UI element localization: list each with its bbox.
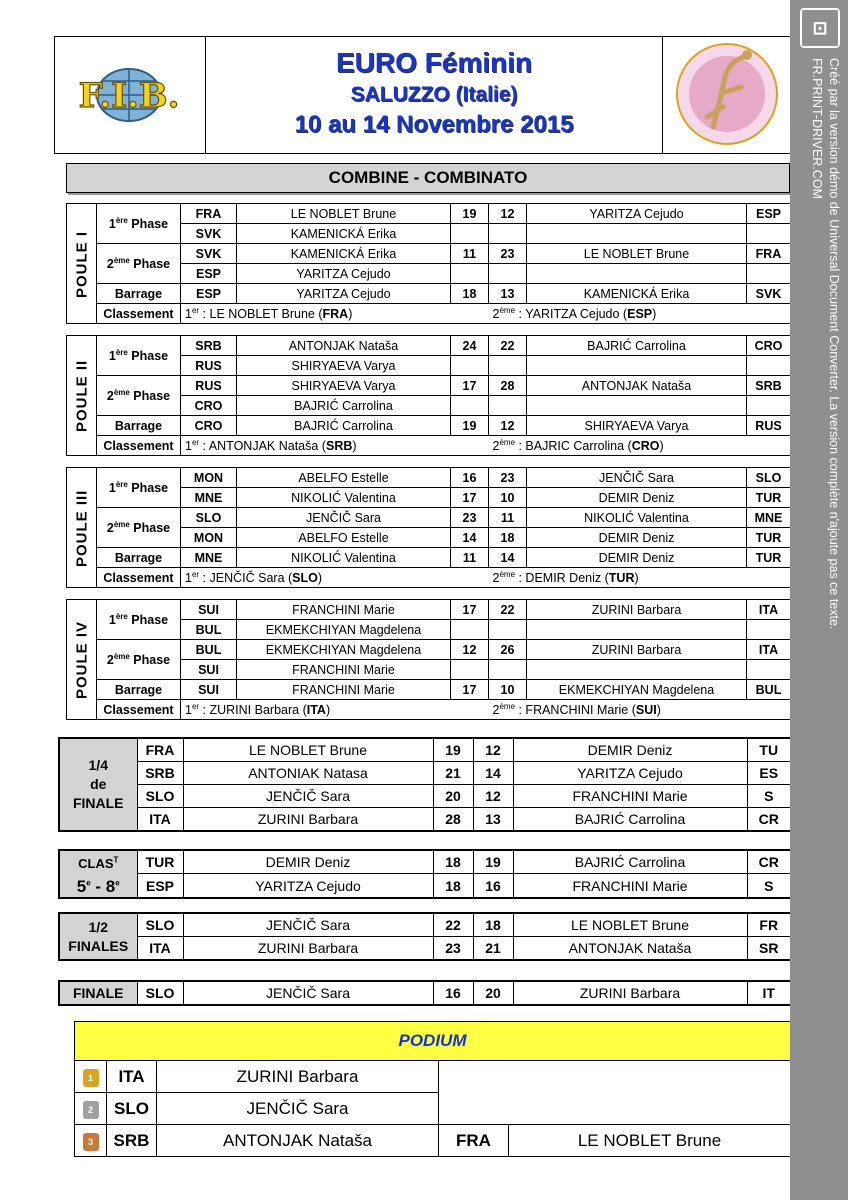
country-code-b [747,356,791,376]
player-name-b: FRANCHINI Marie [513,785,747,808]
country-code-b: S [747,874,791,898]
score-b: 26 [489,640,527,660]
player-name-a: NIKOLIĆ Valentina [237,548,451,568]
player-name-a: SHIRYAEVA Varya [237,356,451,376]
poule-table [66,335,791,456]
score-a: 17 [451,376,489,396]
classement-second: 2ème : BAJRIC Carrolina (CRO) [489,436,791,456]
score-a [451,356,489,376]
podium-name: ZURINI Barbara [157,1061,439,1093]
country-code-a: MON [181,528,237,548]
country-code-a: SLO [137,981,183,1005]
poule-row [67,468,791,488]
country-code-b: ESP [747,204,791,224]
country-code-b: CR [747,850,791,874]
score-a: 11 [451,548,489,568]
player-name-a: FRANCHINI Marie [237,680,451,700]
country-code-a: ESP [137,874,183,898]
player-name-b: BAJRIĆ Carrolina [513,850,747,874]
country-code-a: CRO [181,396,237,416]
phase-label: 1ère Phase [97,600,181,640]
country-code-a: ESP [181,284,237,304]
classement-second: 2ème : DEMIR Deniz (TUR) [489,568,791,588]
player-name-b: ZURINI Barbara [527,640,747,660]
podium-code: SLO [107,1093,157,1125]
player-name-a: JENČIČ Sara [183,785,433,808]
phase-label: Barrage [97,680,181,700]
classement-label: Classement [97,700,181,720]
player-name-a: DEMIR Deniz [183,850,433,874]
classement-second: 2ème : FRANCHINI Marie (SUI) [489,700,791,720]
score-a [451,396,489,416]
final-table [58,980,792,1006]
podium-name: LE NOBLET Brune [509,1125,791,1157]
score-b: 21 [473,937,513,961]
country-code-b: BUL [747,680,791,700]
player-name-b: KAMENICKÁ Erika [527,284,747,304]
country-code-a: FRA [181,204,237,224]
classement-row [67,700,791,720]
player-name-b: NIKOLIĆ Valentina [527,508,747,528]
player-name-a: KAMENICKÁ Erika [237,244,451,264]
score-a: 11 [451,244,489,264]
player-name-a: ABELFO Estelle [237,468,451,488]
poule-label: POULE I [67,204,97,324]
converter-logo-icon: ⊡ [800,8,840,48]
score-a: 17 [451,680,489,700]
country-code-a: SRB [181,336,237,356]
semi-final-table [58,912,792,961]
final-label: FINALE [59,981,137,1005]
poule-table [66,599,791,720]
player-name-a: LE NOBLET Brune [183,738,433,762]
podium-code: ITA [107,1061,157,1093]
score-b [489,620,527,640]
classement-label: Classement [97,304,181,324]
score-a: 21 [433,762,473,785]
score-b: 11 [489,508,527,528]
score-a: 14 [451,528,489,548]
player-name-a: ANTONJAK Nataša [237,336,451,356]
country-code-b: CR [747,808,791,832]
match-row [59,981,791,1005]
phase-label: 2ème Phase [97,640,181,680]
score-a: 12 [451,640,489,660]
score-b: 12 [473,738,513,762]
classement-row [67,436,791,456]
score-a [451,620,489,640]
player-name-b: ANTONJAK Nataša [513,937,747,961]
podium-name: JENČIČ Sara [157,1093,439,1125]
score-a: 20 [433,785,473,808]
player-name-b: EKMEKCHIYAN Magdelena [527,680,747,700]
country-code-b: SLO [747,468,791,488]
match-row [59,913,791,937]
player-name-b: DEMIR Deniz [527,488,747,508]
bronze-medal-icon: 3 [83,1133,99,1151]
match-row [59,785,791,808]
score-b: 12 [489,204,527,224]
poule-row [67,680,791,700]
player-name-b: FRANCHINI Marie [513,874,747,898]
match-row [59,808,791,832]
classement-first: 1er : ANTONJAK Nataša (SRB) [181,436,489,456]
player-name-a: YARITZA Cejudo [183,874,433,898]
score-b: 10 [489,680,527,700]
player-name-a: BAJRIĆ Carrolina [237,416,451,436]
classement-row [67,568,791,588]
country-code-a: RUS [181,376,237,396]
podium-title: PODIUM [75,1022,791,1061]
country-code-a: BUL [181,640,237,660]
poule-row [67,204,791,224]
score-a: 16 [433,981,473,1005]
phase-label: 1ère Phase [97,204,181,244]
podium-row [75,1061,791,1093]
poule-table [66,467,791,588]
score-b [489,264,527,284]
podium-row [75,1125,791,1157]
country-code-a: MON [181,468,237,488]
score-b: 22 [489,600,527,620]
player-name-b: ZURINI Barbara [513,981,747,1005]
score-b: 20 [473,981,513,1005]
score-a: 18 [433,874,473,898]
match-row [59,762,791,785]
score-a: 17 [451,488,489,508]
header-box [54,36,794,154]
score-a: 19 [451,204,489,224]
event-logo-icon [663,37,791,151]
phase-label: 2ème Phase [97,508,181,548]
country-code-a: TUR [137,850,183,874]
phase-label: Barrage [97,284,181,304]
classement-first: 1er : ZURINI Barbara (ITA) [181,700,489,720]
poule-row [67,336,791,356]
country-code-a: SUI [181,600,237,620]
classement-label: Classement [97,436,181,456]
classement-5-8-table [58,849,792,899]
gold-medal-icon: 1 [83,1069,99,1087]
country-code-a: RUS [181,356,237,376]
player-name-b [527,356,747,376]
quarter-final-label: 1/4 de FINALE [59,738,137,831]
poule-row [67,376,791,396]
player-name-b: LE NOBLET Brune [513,913,747,937]
phase-label: 1ère Phase [97,336,181,376]
player-name-a: FRANCHINI Marie [237,600,451,620]
phase-label: 1ère Phase [97,468,181,508]
fib-logo-icon [63,65,199,125]
phase-label: 2ème Phase [97,244,181,284]
country-code-b: TUR [747,488,791,508]
country-code-a: MNE [181,548,237,568]
player-name-b [527,264,747,284]
country-code-a: SLO [137,913,183,937]
country-code-a: SVK [181,244,237,264]
player-name-a: NIKOLIĆ Valentina [237,488,451,508]
match-row [59,850,791,874]
country-code-b: ES [747,762,791,785]
player-name-b: YARITZA Cejudo [513,762,747,785]
country-code-b: ITA [747,600,791,620]
header-title-block [205,37,663,153]
poule-row [67,244,791,264]
score-b: 18 [489,528,527,548]
player-name-b: BAJRIĆ Carrolina [513,808,747,832]
country-code-a: SUI [181,660,237,680]
country-code-b: IT [747,981,791,1005]
semi-final-label: 1/2 FINALES [59,913,137,960]
score-b: 22 [489,336,527,356]
country-code-b: FR [747,913,791,937]
score-b: 12 [489,416,527,436]
country-code-b: SR [747,937,791,961]
player-name-a: ABELFO Estelle [237,528,451,548]
score-b [489,660,527,680]
player-name-b: DEMIR Deniz [527,528,747,548]
country-code-a: ESP [181,264,237,284]
country-code-b [747,620,791,640]
phase-label: Barrage [97,416,181,436]
country-code-b: SVK [747,284,791,304]
classement-label: Classement [97,568,181,588]
player-name-a: JENČIČ Sara [183,981,433,1005]
phase-label: 2ème Phase [97,376,181,416]
country-code-a: ITA [137,808,183,832]
player-name-b: JENČIČ Sara [527,468,747,488]
score-b: 18 [473,913,513,937]
score-a: 23 [433,937,473,961]
country-code-b [747,264,791,284]
country-code-b: TU [747,738,791,762]
player-name-a: FRANCHINI Marie [237,660,451,680]
country-code-b: TUR [747,548,791,568]
player-name-b: DEMIR Deniz [513,738,747,762]
poule-row [67,284,791,304]
country-code-a: SUI [181,680,237,700]
score-b: 13 [473,808,513,832]
score-b: 23 [489,468,527,488]
score-a: 19 [451,416,489,436]
player-name-b: YARITZA Cejudo [527,204,747,224]
section-title: COMBINE - COMBINATO [66,163,790,193]
country-code-b: RUS [747,416,791,436]
score-b: 16 [473,874,513,898]
watermark-text [808,58,842,629]
podium-code: SRB [107,1125,157,1157]
fib-logo-cell [55,37,206,153]
country-code-b: CRO [747,336,791,356]
country-code-a: SRB [137,762,183,785]
country-code-b [747,224,791,244]
score-a [451,660,489,680]
poule-row [67,640,791,660]
player-name-a: JENČIČ Sara [183,913,433,937]
score-b: 28 [489,376,527,396]
score-b: 23 [489,244,527,264]
country-code-a: FRA [137,738,183,762]
player-name-a: ANTONIAK Natasa [183,762,433,785]
player-name-a: KAMENICKÁ Erika [237,224,451,244]
score-a: 24 [451,336,489,356]
match-row [59,738,791,762]
player-name-b: ZURINI Barbara [527,600,747,620]
score-a: 23 [451,508,489,528]
country-code-a: SLO [181,508,237,528]
score-b: 13 [489,284,527,304]
score-b [489,224,527,244]
score-a [451,264,489,284]
player-name-a: LE NOBLET Brune [237,204,451,224]
score-b [489,356,527,376]
poule-row [67,508,791,528]
player-name-b: ANTONJAK Nataša [527,376,747,396]
country-code-b: MNE [747,508,791,528]
classement-row [67,304,791,324]
score-a: 22 [433,913,473,937]
phase-label: Barrage [97,548,181,568]
country-code-b: S [747,785,791,808]
watermark-line-2: FR.PRINT-DRIVER.COM [810,58,824,199]
classement-5-8-label: $CLAS^T$ 5e - 8e [59,850,137,898]
classement-second: 2ème : YARITZA Cejudo (ESP) [489,304,791,324]
country-code-a: MNE [181,488,237,508]
silver-medal-icon: 2 [83,1101,99,1119]
score-a: 16 [451,468,489,488]
score-a: 28 [433,808,473,832]
match-row [59,937,791,961]
player-name-a: EKMEKCHIYAN Magdelena [237,620,451,640]
classement-first: 1er : JENČIČ Sara (SLO) [181,568,489,588]
score-a: 17 [451,600,489,620]
score-b: 19 [473,850,513,874]
player-name-b: LE NOBLET Brune [527,244,747,264]
player-name-a: YARITZA Cejudo [237,264,451,284]
country-code-a: SVK [181,224,237,244]
country-code-b [747,660,791,680]
score-a: 18 [451,284,489,304]
podium-table [74,1021,791,1157]
country-code-a: ITA [137,937,183,961]
score-a [451,224,489,244]
poule-row [67,416,791,436]
event-location: SALUZZO (Italie) [350,83,518,106]
country-code-b: TUR [747,528,791,548]
score-b: 12 [473,785,513,808]
score-b: 14 [473,762,513,785]
score-b [489,396,527,416]
player-name-a: YARITZA Cejudo [237,284,451,304]
poule-label: POULE II [67,336,97,456]
country-code-a: SLO [137,785,183,808]
match-row [59,874,791,898]
poule-label: POULE III [67,468,97,588]
poule-row [67,548,791,568]
score-b: 14 [489,548,527,568]
player-name-a: ZURINI Barbara [183,808,433,832]
player-name-b [527,660,747,680]
country-code-b: FRA [747,244,791,264]
country-code-b: SRB [747,376,791,396]
score-b: 10 [489,488,527,508]
event-logo-cell [662,37,793,153]
player-name-b: SHIRYAEVA Varya [527,416,747,436]
event-dates: 10 au 14 Novembre 2015 [294,111,574,138]
player-name-a: BAJRIĆ Carrolina [237,396,451,416]
podium-code: FRA [439,1125,509,1157]
player-name-a: SHIRYAEVA Varya [237,376,451,396]
player-name-b: BAJRIĆ Carrolina [527,336,747,356]
event-title: EURO Féminin [335,47,532,78]
poule-row [67,600,791,620]
player-name-b [527,224,747,244]
player-name-a: EKMEKCHIYAN Magdelena [237,640,451,660]
player-name-b [527,396,747,416]
watermark-line-1: Créé par la version démo de Universal Document Converter. La version complète n'ajoute pas ce texte. [827,58,841,630]
poule-table [66,203,791,324]
country-code-a: CRO [181,416,237,436]
svg-text:F.I.B.: F.I.B. [78,76,180,116]
podium-name: ANTONJAK Nataša [157,1125,439,1157]
player-name-a: JENČIČ Sara [237,508,451,528]
player-name-a: ZURINI Barbara [183,937,433,961]
classement-first: 1er : LE NOBLET Brune (FRA) [181,304,489,324]
score-a: 19 [433,738,473,762]
poule-label: POULE IV [67,600,97,720]
player-name-b [527,620,747,640]
quarter-final-table [58,737,792,832]
country-code-a: BUL [181,620,237,640]
country-code-b: ITA [747,640,791,660]
country-code-b [747,396,791,416]
score-a: 18 [433,850,473,874]
player-name-b: DEMIR Deniz [527,548,747,568]
